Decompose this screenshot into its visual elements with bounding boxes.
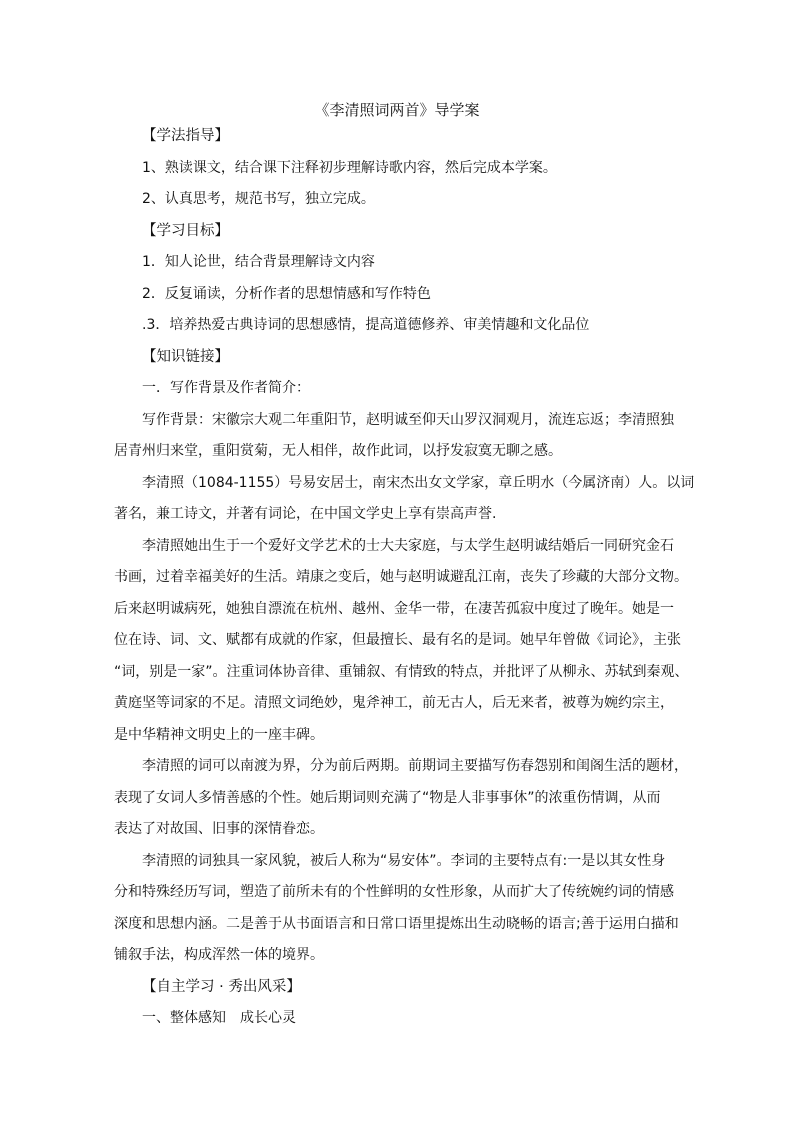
paragraph-line: 表达了对故国、旧事的深情眷恋。 [114,821,324,837]
paragraph-line: 李清照（1084-1155）号易安居士，南宋杰出女文学家，章丘明水（今属济南）人。以词 [142,474,695,491]
subheading-overall-perception: 一、整体感知 成长心灵 [142,1010,296,1026]
paragraph-line: 后来赵明诚病死，她独自漂流在杭州、越州、金华一带，在凄苦孤寂中度过了晚年。她是一 [114,600,674,617]
paragraph-periods [114,751,688,846]
paragraph-style [114,846,679,972]
list-item: 2．反复诵读，分析作者的思想情感和写作特色 [142,285,431,302]
section-heading-study-method: 【学法指导】 [142,128,229,144]
section-heading-knowledge-link: 【知识链接】 [142,348,229,365]
paragraph-line: 深度和思想内涵。二是善于从书面语言和日常口语里提炼出生动晓畅的语言;善于运用白描和 [114,915,679,932]
paragraph-author-intro [114,468,695,531]
list-item: .3．培养热爱古典诗词的思想感情，提高道德修养、审美情趣和文化品位 [142,317,590,333]
paragraph-author-life [114,531,689,752]
paragraph-line: 写作背景：宋徽宗大观二年重阳节，赵明诚至仰天山罗汉洞观月，流连忘返；李清照独 [142,411,674,428]
paragraph-background [114,405,674,468]
section-heading-self-study: 【自主学习 · 秀出风采】 [142,978,301,995]
subheading-background: 一．写作背景及作者简介： [142,380,310,396]
list-item: 2、认真思考，规范书写，独立完成。 [142,191,375,207]
paragraph-line: 位在诗、词、文、赋都有成就的作家，但最擅长、最有名的是词。她早年曾做《词论》，主张 [114,632,681,648]
paragraph-line: 李清照的词可以南渡为界，分为前后两期。前期词主要描写伤春怨别和闺阁生活的题材， [142,758,688,774]
document-body [114,121,695,1035]
list-item: 1．知人论世，结合背景理解诗文内容 [142,254,375,270]
list-item: 1、熟读课文，结合课下注释初步理解诗歌内容，然后完成本学案。 [142,159,557,176]
document-title: 《李清照词两首》导学案 [314,101,480,119]
paragraph-line: 表现了女词人多情善感的个性。她后期词则充满了“物是人非事事休”的浓重伤情调，从而 [114,789,661,806]
section-heading-learning-goals: 【学习目标】 [142,222,229,239]
paragraph-line: 铺叙手法，构成浑然一体的境界。 [114,947,324,963]
paragraph-line: 居青州归来堂，重阳赏菊，无人相伴，故作此词，以抒发寂寞无聊之感。 [114,443,562,459]
paragraph-line: 是中华精神文明史上的一座丰碑。 [114,726,324,743]
paragraph-line: 李清照她出生于一个爱好文学艺术的士大夫家庭，与太学生赵明诚结婚后一同研究金石 [142,537,674,554]
paragraph-line: “词，别是一家”。注重词体协音律、重铺叙、有情致的特点，并批评了从柳永、苏轼到秦观、 [114,663,689,680]
paragraph-line: 著名，兼工诗文，并著有词论，在中国文学史上享有崇高声誉. [114,506,497,522]
paragraph-line: 黄庭坚等词家的不足。清照文词绝妙，鬼斧神工，前无古人，后无来者，被尊为婉约宗主， [114,695,674,711]
paragraph-line: 书画，过着幸福美好的生活。靖康之变后，她与赵明诚避乱江南，丧失了珍藏的大部分文物。 [114,569,688,585]
paragraph-line: 李清照的词独具一家风貌，被后人称为“易安体”。李词的主要特点有:一是以其女性身 [142,852,666,869]
paragraph-line: 分和特殊经历写词，塑造了前所未有的个性鲜明的女性形象，从而扩大了传统婉约词的情感 [114,884,674,900]
